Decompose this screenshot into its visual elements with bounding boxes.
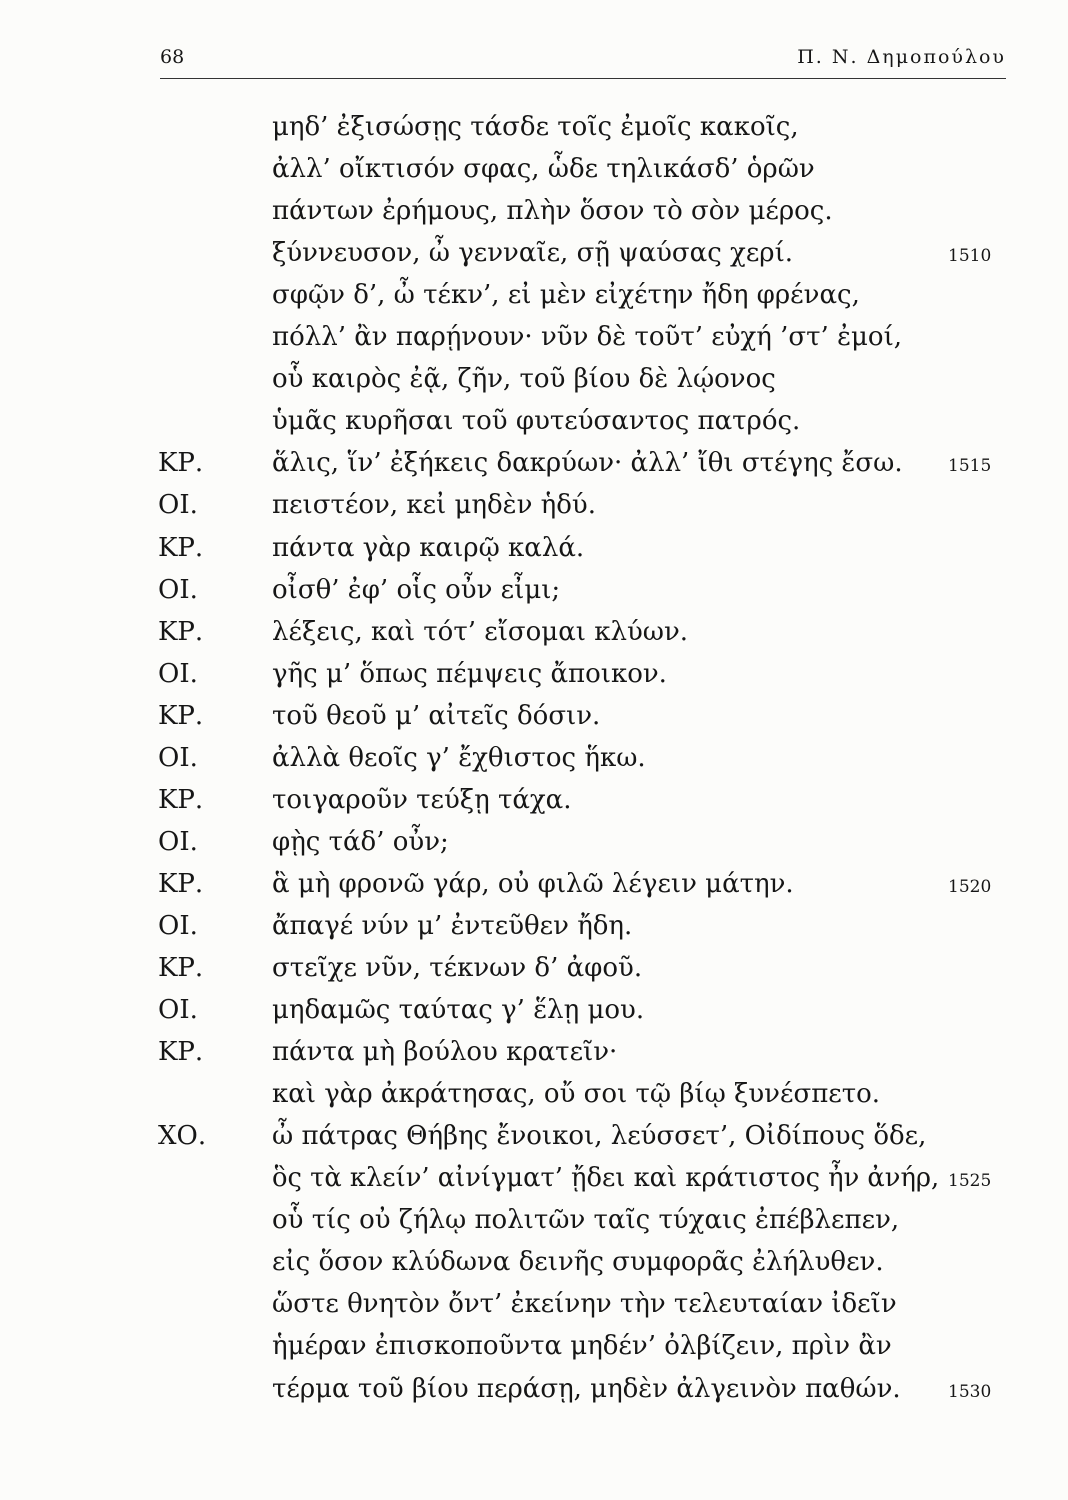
verse-text-line: πόλλ’ ἂν παρῄνουν· νῦν δὲ τοῦτ’ εὐχή ’στ’ ἐμοί, [272,322,903,353]
verse-text-line: ἄπαγέ νύν μ’ ἐντεῦθεν ἤδη. [272,910,633,941]
verse-text-line: ὑμᾶς κυρῆσαι τοῦ φυτεύσαντος πατρός. [272,406,801,437]
verse-text-line: πάντα γὰρ καιρῷ καλά. [272,532,585,563]
verse-line [0,280,1068,322]
speaker-label: ΚΡ. [158,532,204,563]
speaker-label: ΟΙ. [158,742,198,773]
verse-text-line: ἀλλὰ θεοῖς γ’ ἔχθιστος ἥκω. [272,742,646,773]
line-number: 1525 [948,1171,992,1192]
verse-text-line: ξύννευσον, ὦ γενναῖε, σῇ ψαύσας χερί. [272,238,794,269]
verse-line [0,1037,1068,1079]
verse-line [0,617,1068,659]
verse-line [0,743,1068,785]
speaker-label: ΚΡ. [158,616,204,647]
verse-line [0,1205,1068,1247]
verse-text-line: ὃς τὰ κλείν’ αἰνίγματ’ ᾔδει καὶ κράτιστος ἦν ἀνήρ, [272,1163,940,1194]
verse-text-line: καὶ γὰρ ἀκράτησας, οὔ σοι τῷ βίῳ ξυνέσπετο. [272,1079,881,1110]
line-number: 1515 [948,456,992,477]
verse-line [0,1374,1068,1416]
verse-text-line: τοιγαροῦν τεύξῃ τάχα. [272,784,572,815]
line-number: 1530 [948,1381,992,1402]
verse-line [0,322,1068,364]
speaker-label: ΚΡ. [158,953,204,983]
verse-text-line: πάντα μὴ βούλου κρατεῖν· [272,1037,618,1068]
verse-text-line: ἡμέραν ἐπισκοποῦντα μηδέν’ ὀλβίζειν, πρὶν ἂν [272,1331,892,1362]
header-rule [160,78,1006,79]
verse-line [0,827,1068,869]
verse-line [0,701,1068,743]
verse-text-line: γῆς μ’ ὅπως πέμψεις ἄποικον. [272,658,667,689]
verse-text-line: ἀλλ’ οἴκτισόν σφας, ὧδε τηλικάσδ’ ὁρῶν [272,154,815,185]
speaker-label: ΟΙ. [158,910,198,941]
verse-line [0,112,1068,154]
speaker-label: ΚΡ. [158,784,204,815]
verse-line [0,869,1068,911]
verse-text-line: ὦ πάτρας Θήβης ἔνοικοι, λεύσσετ’, Οἰδίπους ὅδε, [272,1121,927,1152]
verse-line [0,364,1068,406]
speaker-label: ΚΡ. [158,448,204,479]
speaker-label: ΟΙ. [158,658,198,689]
verse-text-line: τέρμα τοῦ βίου περάσῃ, μηδὲν ἀλγεινὸν παθών. [272,1373,901,1404]
verse-line [0,490,1068,532]
running-head [160,46,1006,76]
verse-text-line: μηδ’ ἐξισώσῃς τάσδε τοῖς ἐμοῖς κακοῖς, [272,112,799,142]
verse-text-line: στεῖχε νῦν, τέκνων δ’ ἀφοῦ. [272,953,643,983]
verse-line [0,448,1068,490]
speaker-label: ΟΙ. [158,826,198,857]
verse-text-line: σφῷν δ’, ὦ τέκν’, εἰ μὲν εἰχέτην ἤδη φρένας, [272,280,860,311]
verse-line [0,953,1068,995]
page-number: 68 [160,46,185,68]
verse-text-line: τοῦ θεοῦ μ’ αἰτεῖς δόσιν. [272,700,601,731]
verse-line [0,1079,1068,1121]
verse-line [0,911,1068,953]
running-head-author: Π. Ν. Δημοπούλου [797,46,1006,68]
speaker-label: ΧΟ. [158,1121,207,1152]
verse-text-line: πειστέον, κεἰ μηδὲν ἡδύ. [272,490,596,521]
verse-text-line: ὥστε θνητὸν ὄντ’ ἐκείνην τὴν τελευταίαν ἰδεῖν [272,1289,897,1320]
verse-text-line: φῂς τάδ’ οὖν; [272,826,449,857]
verse-line [0,1121,1068,1163]
line-number: 1510 [948,246,992,267]
verse-line [0,1331,1068,1373]
verse-text-line: οὗ τίς οὐ ζήλῳ πολιτῶν ταῖς τύχαις ἐπέβλεπεν, [272,1205,900,1236]
speaker-label: ΟΙ. [158,490,198,521]
speaker-label: ΚΡ. [158,868,204,899]
verse-line [0,154,1068,196]
verse-text-line: ἅλις, ἵν’ ἐξήκεις δακρύων· ἀλλ’ ἴθι στέγης ἔσω. [272,448,903,479]
speaker-label: ΟΙ. [158,995,198,1026]
verse-line [0,1163,1068,1205]
verse-line [0,238,1068,280]
speaker-label: ΚΡ. [158,700,204,731]
verse-text-line: πάντων ἐρήμους, πλὴν ὅσον τὸ σὸν μέρος. [272,196,833,227]
verse-line [0,659,1068,701]
verse-line [0,1247,1068,1289]
verse-text-line: μηδαμῶς ταύτας γ’ ἕλῃ μου. [272,995,645,1026]
verse-line [0,533,1068,575]
verse-line [0,406,1068,448]
verse-text-line: εἰς ὅσον κλύδωνα δεινῆς συμφορᾶς ἐλήλυθεν. [272,1247,884,1278]
verse-line [0,196,1068,238]
verse-text-line: λέξεις, καὶ τότ’ εἴσομαι κλύων. [272,616,689,647]
verse-text-line: οἶσθ’ ἐφ’ οἷς οὖν εἶμι; [272,574,561,605]
speaker-label: ΚΡ. [158,1037,204,1068]
verse-line [0,1289,1068,1331]
verse-line [0,785,1068,827]
line-number: 1520 [948,876,992,897]
speaker-label: ΟΙ. [158,574,198,605]
verse-line [0,995,1068,1037]
verse-text-line: ἃ μὴ φρονῶ γάρ, οὐ φιλῶ λέγειν μάτην. [272,868,794,899]
verse-line [0,575,1068,617]
verse-text-line: οὗ καιρὸς ἐᾷ, ζῆν, τοῦ βίου δὲ λῴονος [272,364,776,395]
